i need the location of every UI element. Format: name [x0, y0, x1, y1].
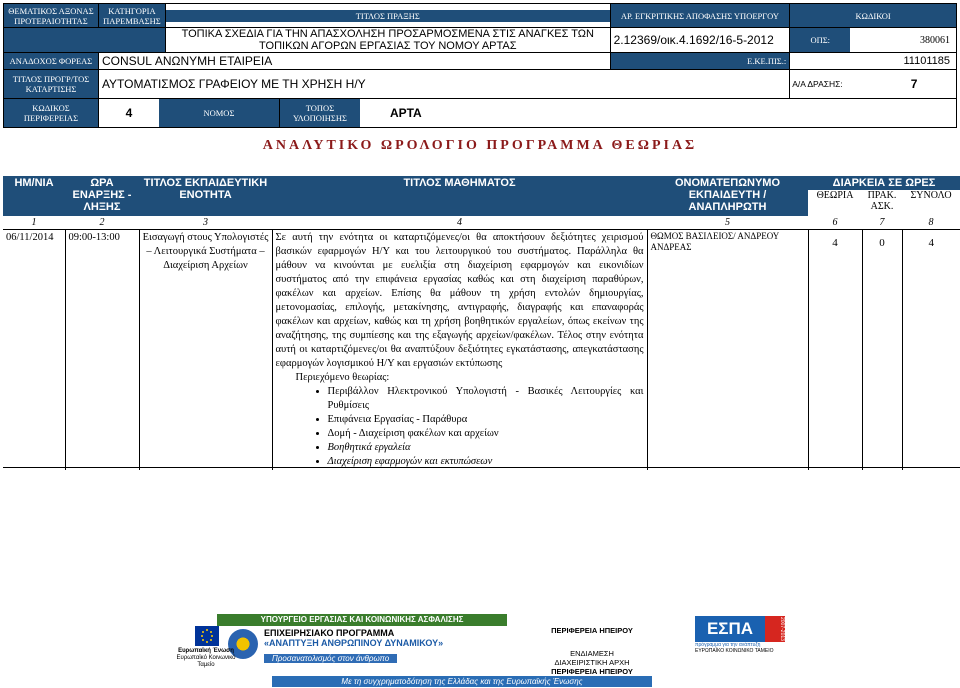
region-code-value: 4	[125, 106, 133, 120]
program-line3: Προσανατολισμός στον άνθρωπο	[264, 654, 397, 663]
action-no-cell	[790, 70, 957, 99]
location-value: ΑΡΤΑ	[389, 106, 422, 120]
header-blank	[4, 28, 166, 53]
eu-line1: Ευρωπαϊκή Ένωση	[178, 648, 234, 654]
col-duration	[808, 176, 960, 216]
action-title-label: ΤΙΤΛΟΣ ΠΡΑΞΗΣ	[166, 10, 610, 22]
program-line1: ΕΠΙΧΕΙΡΗΣΙΑΚΟ ΠΡΟΓΡΑΜΜΑ	[264, 628, 395, 638]
codes-label: ΚΩΔΙΚΟΙ	[790, 4, 957, 28]
list-item: • Διαχείριση εφαρμογών και εκτυπώσεων	[328, 455, 644, 469]
region-row-cell	[98, 99, 956, 128]
program-line2: «ΑΝΑΠΤΥΞΗ ΑΝΘΡΩΠΙΝΟΥ ΔΥΝΑΜΙΚΟΥ»	[264, 638, 444, 648]
contents-label: Περιεχόμενο θεωρίας:	[295, 372, 390, 383]
table-bottom-rule	[3, 467, 960, 468]
ops-label: ΟΠΣ:	[790, 28, 850, 52]
col-number: 6	[808, 216, 862, 230]
action-title-cell	[165, 4, 610, 28]
action-title-value: ΤΟΠΙΚΑ ΣΧΕΔΙΑ ΓΙΑ ΤΗΝ ΑΠΑΣΧΟΛΗΣΗ ΠΡΟΣΑΡΜΟΣΜΕΝΑ ΣΤΙΣ ΑΝΑΓΚΕΣ ΤΩΝ ΤΟΠΙΚΩΝ ΑΓΟΡΩΝ ΕΡΓΑΣΙΑΣ ΤΟΥ ΝΟΜΟΥ ΑΡΤΑΣ	[165, 28, 610, 53]
espa-logo	[695, 616, 795, 658]
document-title: ΑΝΑΛΥΤΙΚΟ ΩΡΟΛΟΓΙΟ ΠΡΟΓΡΑΜΜΑ ΘΕΩΡΙΑΣ	[262, 138, 698, 153]
region-line2: ΕΝΔΙΑΜΕΣΗ	[570, 649, 614, 658]
program-value: ΑΥΤΟΜΑΤΙΣΜΟΣ ΓΡΑΦΕΙΟΥ ΜΕ ΤΗ ΧΡΗΣΗ Η/Υ	[98, 70, 789, 99]
col-number: 8	[902, 216, 960, 230]
eu-flag-icon	[195, 626, 219, 646]
list-item: • Περιβάλλον Ηλεκτρονικού Υπολογιστή - Βασικές Λειτουργίες και Ρυθμίσεις	[328, 385, 644, 413]
decision-value: 2.12369/οικ.4.1692/16-5-2012	[610, 28, 790, 53]
column-numbers-row	[3, 216, 960, 230]
col-total: ΣΥΝΟΛΟ	[910, 190, 952, 201]
decision-label: ΑΡ. ΕΓΚΡΙΤΙΚΗΣ ΑΠΟΦΑΣΗΣ ΥΠΟΕΡΓΟΥ	[610, 4, 790, 28]
header-table	[3, 3, 957, 128]
ops-cell	[790, 28, 957, 53]
row-date: 06/11/2014	[6, 232, 54, 243]
row-time: 09:00-13:00	[65, 230, 139, 471]
ministry-band: ΥΠΟΥΡΓΕΙΟ ΕΡΓΑΣΙΑΣ ΚΑΙ ΚΟΙΝΩΝΙΚΗΣ ΑΣΦΑΛΙΣΗΣ	[217, 614, 507, 626]
program-label: ΤΙΤΛΟΣ ΠΡΟΓΡ/ΤΟΣ ΚΑΤΑΡΤΙΣΗΣ	[4, 70, 99, 99]
action-no-label: Α/Α ΔΡΑΣΗΣ:	[792, 79, 843, 89]
ops-value: 380061	[920, 34, 950, 46]
program-block	[264, 628, 514, 666]
table-row	[3, 230, 960, 471]
col-number: 5	[647, 216, 808, 230]
col-number: 2	[65, 216, 139, 230]
col-number: 4	[272, 216, 647, 230]
row-total: 4	[902, 230, 960, 471]
espa-years: 2007-2013	[765, 616, 785, 642]
location-label: ΤΟΠΟΣ ΥΛΟΠΟΙΗΣΗΣ	[279, 99, 360, 127]
row-trainer: ΘΩΜΟΣ ΒΑΣΙΛΕΙΟΣ/ ΑΝΔΡΕΟΥ ΑΝΔΡΕΑΣ	[647, 230, 808, 471]
eu-line2: Ευρωπαϊκό Κοινωνικό Ταμείο	[176, 655, 236, 668]
footer	[0, 612, 960, 688]
region-block	[532, 626, 652, 676]
cofinancing-band: Με τη συγχρηματοδότηση της Ελλάδας και της Ευρωπαϊκής Ένωσης	[272, 676, 652, 687]
col-trainer: ΟΝΟΜΑΤΕΠΩΝΥΜΟ ΕΚΠΑΙΔΕΥΤΗ / ΑΝΑΠΛΗΡΩΤΗ	[647, 176, 808, 216]
schedule-table	[3, 176, 960, 470]
contents-list	[276, 385, 644, 469]
eu-block	[176, 648, 236, 669]
region-line1: ΠΕΡΙΦΕΡΕΙΑ ΗΠΕΙΡΟΥ	[551, 626, 633, 635]
provider-value: CONSUL ΑΝΩΝΥΜΗ ΕΤΑΙΡΕΙΑ	[98, 53, 610, 70]
list-item: • Επιφάνεια Εργασίας - Παράθυρα	[328, 413, 644, 427]
row-practice: 0	[862, 230, 902, 471]
col-number: 1	[3, 216, 65, 230]
action-no-value: 7	[910, 77, 918, 91]
list-item: • Δομή - Διαχείριση φακέλων και αρχείων	[328, 427, 644, 441]
region-line4: ΠΕΡΙΦΕΡΕΙΑ ΗΠΕΙΡΟΥ	[551, 667, 633, 676]
col-theory: ΘΕΩΡΙΑ	[816, 190, 854, 201]
duration-label: ΔΙΑΡΚΕΙΑ ΣΕ ΩΡΕΣ	[832, 177, 936, 189]
col-lesson: ΤΙΤΛΟΣ ΜΑΘΗΜΑΤΟΣ	[272, 176, 647, 216]
row-lesson	[272, 230, 647, 471]
col-date: ΗΜ/ΝΙΑ	[3, 176, 65, 216]
provider-label: ΑΝΑΔΟΧΟΣ ΦΟΡΕΑΣ	[4, 53, 99, 70]
row-theory: 4	[808, 230, 862, 471]
col-number: 7	[862, 216, 902, 230]
col-number: 3	[139, 216, 272, 230]
prefecture-label: ΝΟΜΟΣ	[159, 99, 279, 127]
ekepis-value: 11101185	[790, 53, 957, 70]
row-unit: Εισαγωγή στους Υπολογιστές – Λειτουργικά Συστήματα – Διαχείριση Αρχείων	[139, 230, 272, 471]
region-code-label: ΚΩΔΙΚΟΣ ΠΕΡΙΦΕΡΕΙΑΣ	[4, 99, 99, 128]
col-practice: ΠΡΑΚ. ΑΣΚ.	[867, 190, 897, 212]
col-time: ΩΡΑ ΕΝΑΡΞΗΣ - ΛΗΞΗΣ	[65, 176, 139, 216]
thematic-axis-label: ΘΕΜΑΤΙΚΟΣ ΑΞΟΝΑΣ ΠΡΟΤΕΡΑΙΟΤΗΤΑΣ	[4, 4, 99, 28]
ekepis-label: Ε.ΚΕ.ΠΙΣ.:	[610, 53, 790, 70]
category-label: ΚΑΤΗΓΟΡΙΑ ΠΑΡΕΜΒΑΣΗΣ	[98, 4, 165, 28]
region-line3: ΔΙΑΧΕΙΡΙΣΤΙΚΗ ΑΡΧΗ	[554, 658, 630, 667]
lesson-text: Σε αυτή την ενότητα οι καταρτιζόμενες/οι θα αποκτήσουν δεξιότητες χειρισμού βασικών εφαρμογών Η/Υ και του λειτουργικού του συστήματος. Παράλληλα θα μάθουν να κινούνται με ευελιξία στη διαχείριση εφαρμογών και εικονιδίων συστήματος από την επιφάνεια εργασίας καθώς και στη διαχείριση παραθύρων, φακέλων και αρχείων. Επίσης θα μάθουν τη χρήση εντολών δημιουργίας, μετονομασίας, επιλογής, μετακίνησης, αντιγραφής, διαγραφής και επαναφοράς φακέλων και αρχείων, καθώς και τη χρήση βοηθητικών εργαλείων, όπως εκείνων της αναζήτησης, της συμπίεσης και της εξαγωγής αρχείων/φακέλων. Τέλος στην ενότητα αυτή οι καταρτιζόμενες/οι θα αναπτύξουν δεξιότητες εγκατάστασης, απεγκατάστασης εφαρμογών λογισμικού Η/Υ και εργασιών εκτύπωσης	[275, 232, 644, 369]
espa-sub2: ΕΥΡΩΠΑΪΚΟ ΚΟΙΝΩΝΙΚΟ ΤΑΜΕΙΟ	[695, 648, 774, 654]
espa-name: ΕΣΠΑ	[695, 616, 765, 642]
col-unit: ΤΙΤΛΟΣ ΕΚΠΑΙΔΕΥΤΙΚΗ ΕΝΟΤΗΤΑ	[139, 176, 272, 216]
espa-sub: πρόγραμμα για την ανάπτυξη	[695, 642, 761, 648]
list-item: • Βοηθητικά εργαλεία	[328, 441, 644, 455]
